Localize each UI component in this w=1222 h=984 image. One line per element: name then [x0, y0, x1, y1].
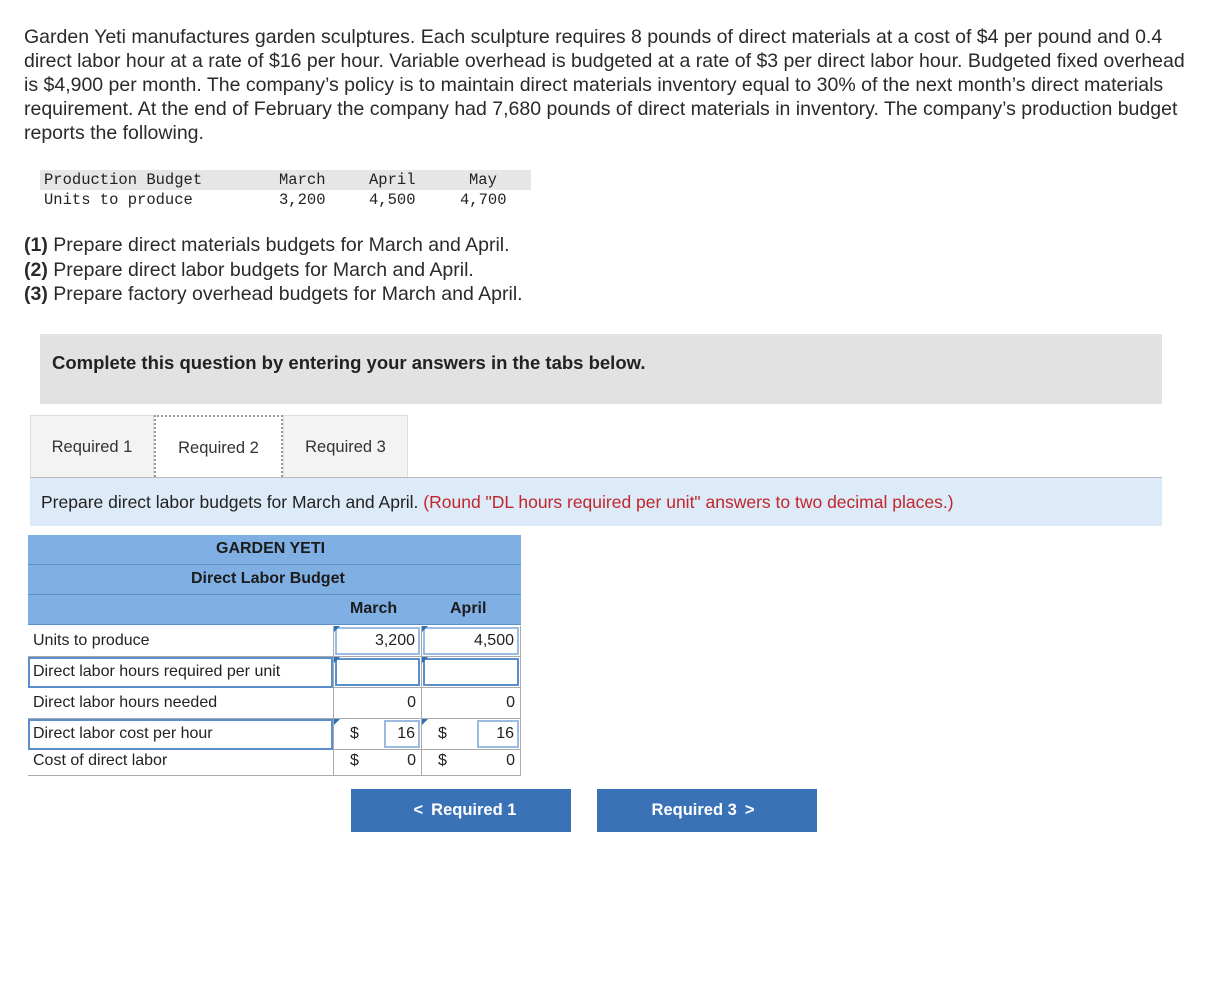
- requirement-1: (1) Prepare direct materials budgets for March and April.: [24, 234, 510, 256]
- hours-needed-march-cell: [333, 688, 421, 719]
- hours-needed-april: 0: [506, 694, 515, 711]
- production-budget-title: Production Budget: [44, 171, 203, 189]
- cost-per-hour-label: Direct labor cost per hour: [28, 719, 333, 750]
- instructions-banner: [40, 334, 1162, 404]
- instruction-bar: [30, 478, 1162, 526]
- units-label: Units to produce: [28, 626, 333, 657]
- next-required-3-button[interactable]: [597, 789, 817, 832]
- row-cost-of-direct-labor: [28, 750, 521, 776]
- budget-company: GARDEN YETI: [216, 540, 326, 557]
- pb-row-label: Units to produce: [44, 191, 193, 209]
- cost-per-hour-march: 16: [384, 720, 420, 748]
- budget-columns-row: [28, 595, 521, 625]
- hours-per-unit-april-input[interactable]: [423, 658, 519, 686]
- cost-april-cell: [421, 750, 521, 776]
- flag-icon: [334, 626, 340, 632]
- cost-per-hour-april: 16: [477, 720, 519, 748]
- cost-march: 0: [407, 752, 416, 769]
- requirements-list: [24, 233, 523, 307]
- cost-march-cell: [333, 750, 421, 776]
- production-budget-header: [40, 170, 531, 190]
- hours-per-unit-march-cell: [333, 657, 421, 688]
- requirement-2: (2) Prepare direct labor budgets for March and April.: [24, 258, 474, 281]
- currency-symbol: $: [438, 725, 447, 742]
- prev-label: Required 1: [431, 801, 517, 819]
- flag-icon: [422, 657, 428, 663]
- rounding-note: (Round "DL hours required per unit" answers to two decimal places.): [423, 492, 954, 512]
- cost-label: Cost of direct labor: [28, 750, 333, 776]
- problem-intro: Garden Yeti manufactures garden sculptures. Each sculpture requires 8 pounds of direct materials at a cost of $4 per pound and 0.4 direct labor hour at a rate of $16 per hour. Variable overhead is budgeted at a rate of $3 per direct labor hour. Budgeted fixed overhead is $4,900 per month. The company’s policy is to maintain direct materials inventory equal to 30% of the next month’s direct materials requirement. At the end of February the company had 7,680 pounds of direct materials in inventory. The company’s production budget reports the following.: [24, 26, 1185, 144]
- units-march-cell: [333, 626, 421, 657]
- hours-per-unit-march-input[interactable]: [335, 658, 420, 686]
- next-label: Required 3: [651, 801, 737, 819]
- budget-title-row: [28, 565, 521, 595]
- pb-units-may: 4,700: [460, 191, 507, 209]
- tab-required-3[interactable]: Required 3: [283, 415, 408, 477]
- units-april: 4,500: [423, 627, 519, 655]
- previous-required-1-button[interactable]: [351, 789, 571, 832]
- currency-symbol: $: [438, 752, 447, 769]
- hours-needed-label: Direct labor hours needed: [28, 688, 333, 719]
- flag-icon: [422, 626, 428, 632]
- banner-text: Complete this question by entering your answers in the tabs below.: [52, 352, 646, 373]
- pb-month-may: May: [469, 171, 497, 189]
- hours-per-unit-label: Direct labor hours required per unit: [28, 657, 333, 688]
- cost-per-hour-april-cell: [421, 719, 521, 750]
- flag-icon: [334, 657, 340, 663]
- production-budget-row: [40, 190, 531, 210]
- pb-units-april: 4,500: [369, 191, 416, 209]
- requirement-3: (3) Prepare factory overhead budgets for March and April.: [24, 283, 523, 305]
- row-hours-per-unit: [28, 657, 521, 688]
- cost-per-hour-march-cell: [333, 719, 421, 750]
- flag-icon: [422, 719, 428, 725]
- chevron-left-icon: <: [413, 801, 424, 819]
- row-units-to-produce: [28, 626, 521, 657]
- hours-needed-april-cell: [421, 688, 521, 719]
- pb-month-march: March: [279, 171, 326, 189]
- currency-symbol: $: [350, 725, 359, 742]
- units-march: 3,200: [335, 627, 420, 655]
- cost-april: 0: [506, 752, 515, 769]
- budget-title: Direct Labor Budget: [191, 570, 345, 587]
- row-hours-needed: [28, 688, 521, 719]
- pb-units-march: 3,200: [279, 191, 326, 209]
- pb-month-april: April: [369, 171, 416, 189]
- instruction-text: Prepare direct labor budgets for March and April. (Round "DL hours required per unit" answers to two decimal places.): [41, 492, 954, 512]
- currency-symbol: $: [350, 752, 359, 769]
- flag-icon: [334, 719, 340, 725]
- column-march: March: [350, 600, 398, 617]
- row-cost-per-hour: [28, 719, 521, 750]
- budget-company-row: [28, 535, 521, 565]
- production-budget-table: [40, 170, 531, 210]
- tab-required-2[interactable]: Required 2: [154, 415, 283, 477]
- units-april-cell: [421, 626, 521, 657]
- column-april: April: [450, 600, 487, 617]
- chevron-right-icon: >: [744, 801, 755, 819]
- tab-required-1[interactable]: Required 1: [30, 415, 154, 477]
- hours-needed-march: 0: [407, 694, 416, 711]
- hours-per-unit-april-cell: [421, 657, 521, 688]
